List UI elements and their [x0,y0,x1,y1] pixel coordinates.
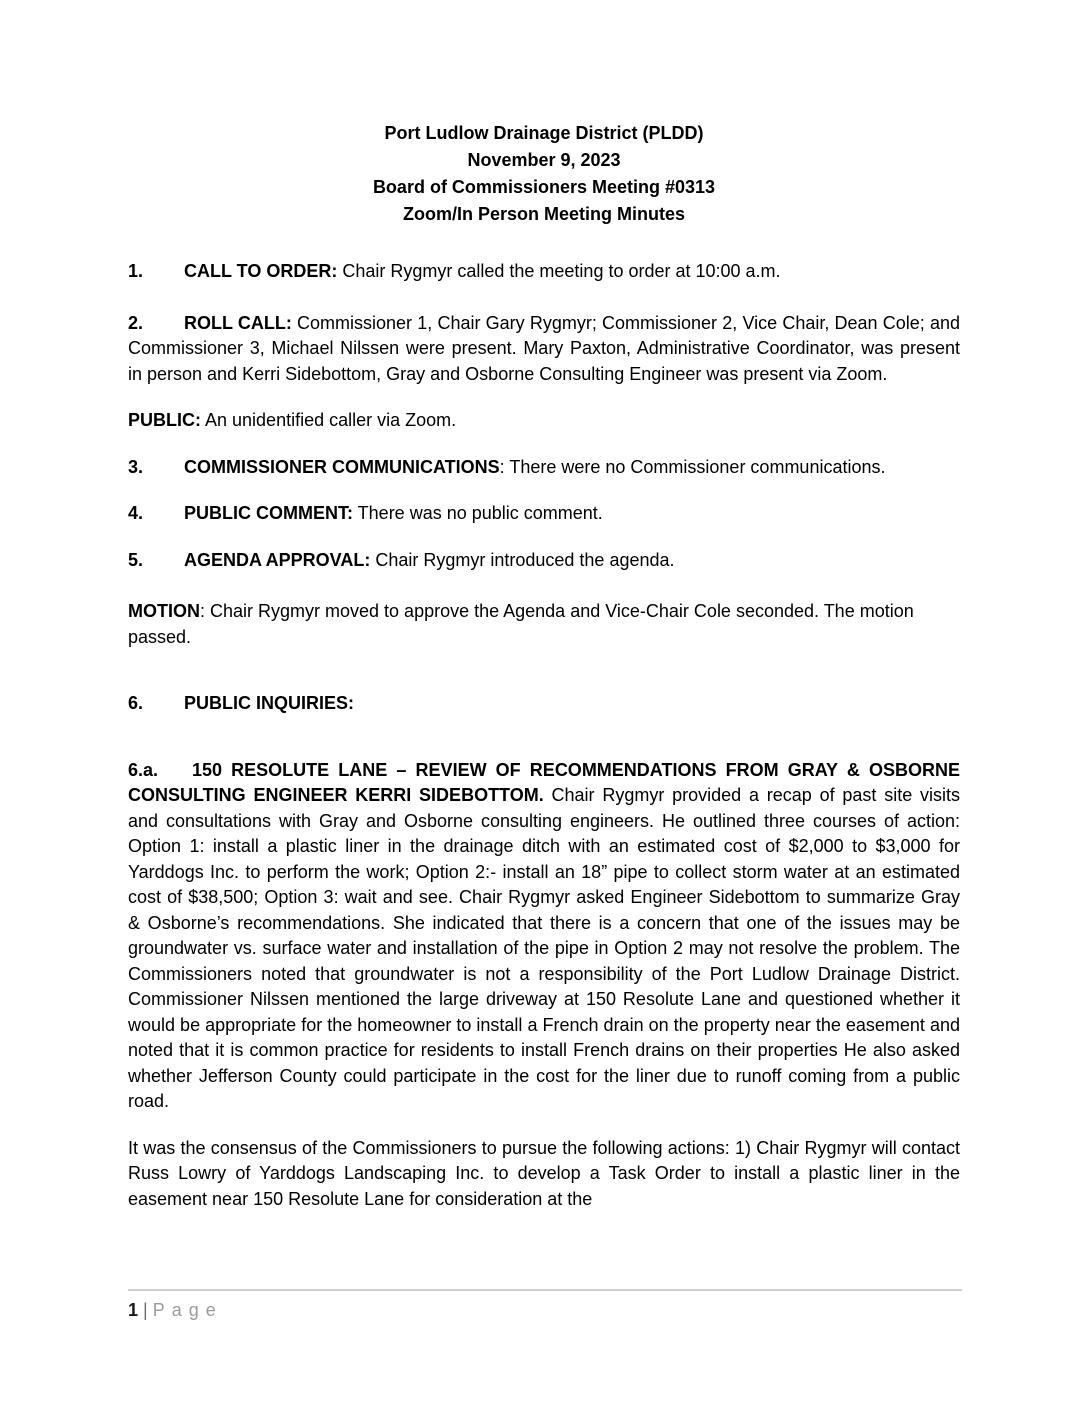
footer-separator: | [143,1300,148,1320]
motion-label: MOTION [128,601,200,621]
section-label: 150 RESOLUTE LANE – REVIEW OF RECOMMENDATIONS FROM GRAY & OSBORNE CONSULTING ENGINEER KERRI SIDEBOTTOM. [128,759,960,805]
section-call-to-order [128,259,960,285]
section-number: 5. [128,549,144,570]
section-commissioner-communications [128,455,960,481]
footer-page-label: Page [152,1300,223,1320]
page-number: 1 [128,1300,139,1320]
consensus-paragraph [128,1136,960,1213]
document-date: November 9, 2023 [467,150,621,170]
page-footer [128,1289,962,1324]
section-label: PUBLIC: [128,410,201,430]
document-header [128,120,960,228]
section-text: Chair Rygmyr provided a recap of past site visits and consultations with Gray and Osborne consulting engineers. He outlined three courses of action: Option 1: install a plastic liner in the drainage ditch with an estimated cost of $2,000 to $3,000 for Yarddogs Inc. to perform the work; Option 2:- install an 18” pipe to collect storm water at an estimated cost of $38,500; Option 3: wait and see. Chair Rygmyr asked Engineer Sidebottom to summarize Gray & Osborne’s recommendations. She indicated that there is a concern that one of the issues may be groundwater vs. surface water and installation of the pipe in Option 2 may not resolve the problem. The Commissioners noted that groundwater is not a responsibility of the Port Ludlow Drainage District. Commissioner Nilssen mentioned the large driveway at 150 Resolute Lane and questioned whether it would be appropriate for the homeowner to install a French drain on the property near the easement and noted that it is common practice for residents to install French drains on their properties He also asked whether Jefferson County could participate in the cost for the liner due to runoff coming from a public road. [128,785,960,1111]
paragraph-text: It was the consensus of the Commissioners to pursue the following actions: 1) Chair Rygmyr will contact Russ Lowry of Yarddogs Landscaping Inc. to develop a Task Order to install a plastic liner in the easement near 150 Resolute Lane for consideration at the [128,1137,960,1209]
section-number: 2. [128,312,144,333]
document-title: Port Ludlow Drainage District (PLDD) [384,123,704,143]
motion-paragraph [128,599,960,650]
section-number: 4. [128,503,144,523]
section-6a-resolute-lane [128,758,960,1115]
section-text: Chair Rygmyr called the meeting to order at 10:00 a.m. [337,261,781,281]
section-roll-call [128,311,960,388]
section-number: 3. [128,456,144,477]
section-number: 6. [128,693,144,713]
meeting-type-line: Zoom/In Person Meeting Minutes [402,204,685,224]
motion-text: : Chair Rygmyr moved to approve the Agenda and Vice-Chair Cole seconded. The motion passed. [128,601,914,647]
section-text: An unidentified caller via Zoom. [201,410,457,430]
section-label: PUBLIC COMMENT: [184,503,353,523]
section-number: 6.a. [128,759,159,780]
section-label: PUBLIC INQUIRIES: [184,693,355,713]
section-public-comment [128,501,960,527]
section-label: AGENDA APPROVAL: [184,549,371,570]
section-public-inquiries [128,691,960,717]
section-label: CALL TO ORDER: [184,261,338,281]
section-agenda-approval [128,548,960,574]
section-text: Chair Rygmyr introduced the agenda. [370,549,675,570]
section-text: : There were no Commissioner communications. [499,456,886,477]
section-number: 1. [128,261,144,281]
meeting-number-line: Board of Commissioners Meeting #0313 [372,177,716,197]
section-text: Commissioner 1, Chair Gary Rygmyr; Commissioner 2, Vice Chair, Dean Cole; and Commissioner 3, Michael Nilssen were present. Mary Paxton, Administrative Coordinator, was present in person and Kerri Sidebottom, Gray and Osborne Consulting Engineer was present via Zoom. [128,312,960,384]
public-attendance [128,408,960,434]
section-text: There was no public comment. [353,503,603,523]
section-label: ROLL CALL: [184,312,292,333]
section-label: COMMISSIONER COMMUNICATIONS [184,456,500,477]
